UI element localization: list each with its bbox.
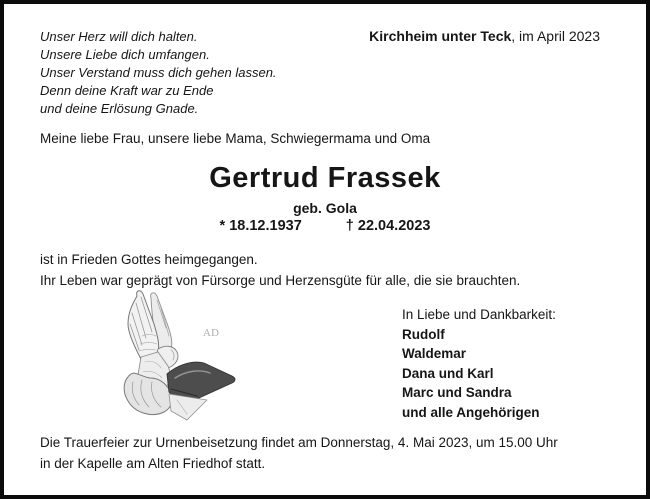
- poem-line: und deine Erlösung Gnade.: [40, 101, 199, 116]
- memorial-poem: [40, 28, 277, 118]
- mourners-intro: In Liebe und Dankbarkeit:: [402, 307, 556, 322]
- deceased-name: Gertrud Frassek: [209, 162, 441, 194]
- date-text: , im April 2023: [511, 28, 600, 44]
- obituary-passage: [40, 250, 520, 291]
- place-date-line: [369, 28, 600, 44]
- funeral-info: [40, 432, 558, 474]
- funeral-line: Die Trauerfeier zur Urnenbeisetzung findet am Donnerstag, 4. Mai 2023, um 15.00 Uhr: [40, 435, 558, 450]
- life-dates: [4, 218, 646, 234]
- artist-monogram: AD: [203, 327, 219, 339]
- maiden-name: geb. Gola: [293, 200, 357, 216]
- passage-line: Ihr Leben war geprägt von Fürsorge und Herzensgüte für alle, die sie brauchten.: [40, 272, 521, 288]
- birth-date: * 18.12.1937: [219, 218, 302, 234]
- praying-hands-icon: [115, 288, 245, 428]
- poem-line: Denn deine Kraft war zu Ende: [40, 83, 214, 98]
- mourner-name: und alle Angehörigen: [402, 404, 540, 420]
- death-date: † 22.04.2023: [345, 218, 431, 234]
- mourner-name: Rudolf: [402, 326, 445, 342]
- mourner-name: Dana und Karl: [402, 365, 494, 381]
- poem-line: Unser Herz will dich halten.: [40, 29, 198, 44]
- salutation-line: Meine liebe Frau, unsere liebe Mama, Schwiegermama und Oma: [40, 131, 431, 146]
- mourner-name: Marc und Sandra: [402, 385, 512, 400]
- funeral-line: in der Kapelle am Alten Friedhof statt.: [40, 456, 266, 471]
- poem-line: Unsere Liebe dich umfangen.: [40, 47, 210, 62]
- place-name: Kirchheim unter Teck: [369, 28, 512, 44]
- passage-line: ist in Frieden Gottes heimgegangen.: [40, 252, 258, 267]
- mourners-block: [402, 305, 556, 422]
- poem-line: Unser Verstand muss dich gehen lassen.: [40, 65, 277, 80]
- mourner-name: Waldemar: [402, 346, 467, 361]
